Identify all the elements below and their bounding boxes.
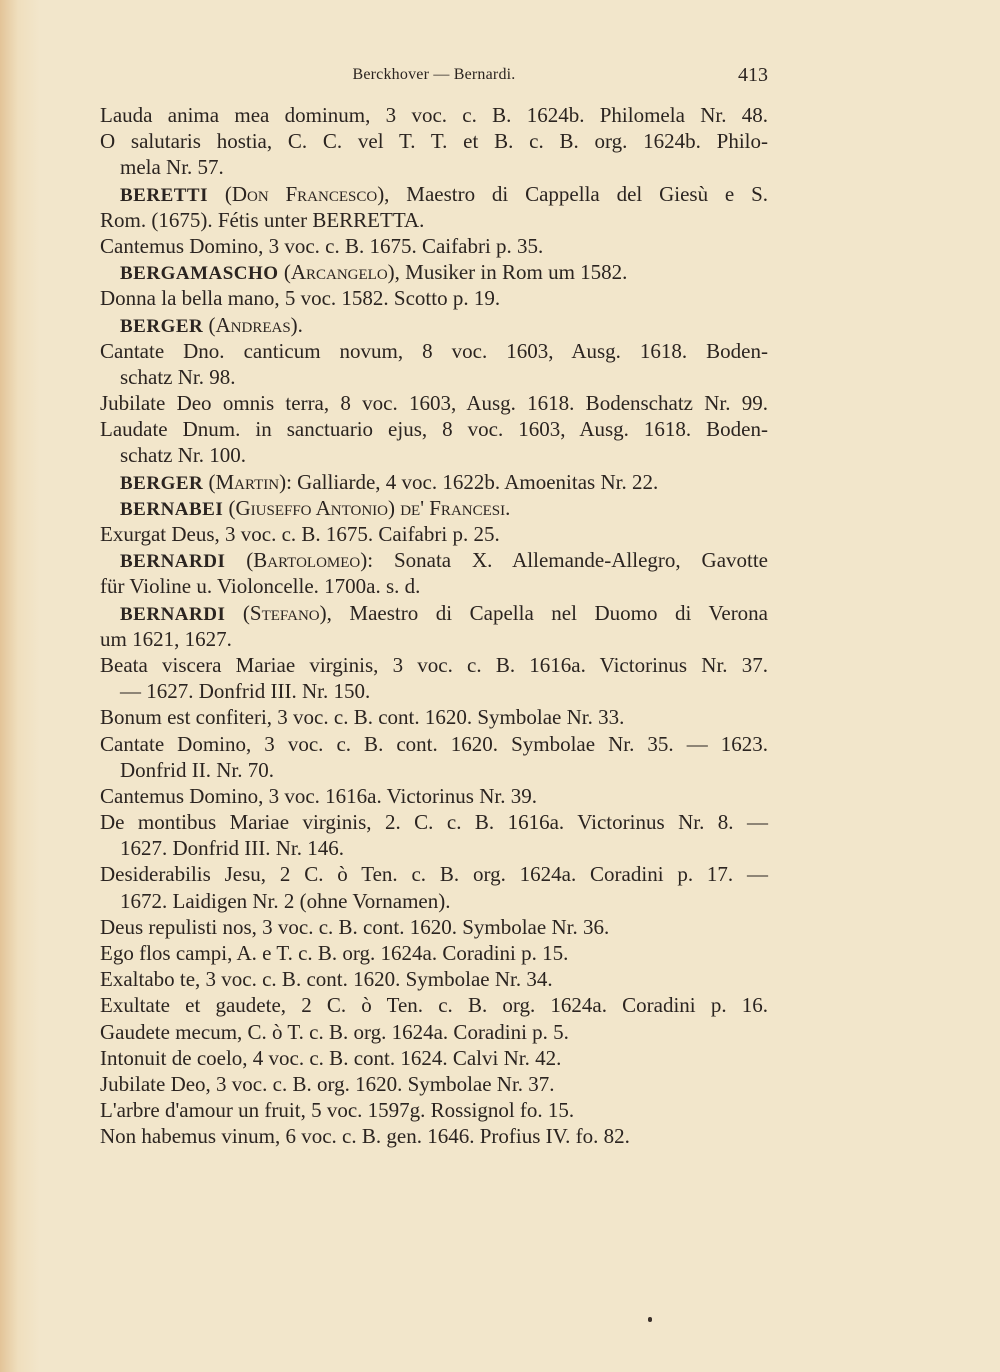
composer-heading [100,469,768,495]
running-title: Berckhover — Bernardi. [352,66,516,83]
composer-name: BERGER [120,472,204,494]
text-line: Donfrid II. Nr. 70. [120,757,274,782]
composer-heading [100,259,768,285]
composer-name: BERETTI [120,184,208,206]
composer-heading [100,495,768,521]
composer-given-name: (Arcangelo), [283,260,400,285]
composer-heading [100,600,768,626]
text-line: Exurgat Deus, 3 voc. c. B. 1675. Caifabri p. 25. [100,522,500,546]
text-line: Intonuit de coelo, 4 voc. c. B. cont. 1624. Calvi Nr. 42. [100,1045,562,1070]
composer-heading [100,181,768,207]
composer-name: BERGAMASCHO [120,263,279,285]
text-line: mela Nr. 57. [120,155,224,180]
text-line: schatz Nr. 98. [120,364,236,389]
composer-name: BERGER [120,315,204,337]
text-line: 1672. Laidigen Nr. 2 (ohne Vornamen). [120,888,451,913]
composer-given-name: (Martin): [208,469,292,494]
page-body [100,102,768,1150]
text-line: O salutaris hostia, C. C. vel T. T. et B. c. B. org. 1624b. Philo- [100,129,768,154]
composer-heading [100,312,768,338]
text-line: Laudate Dnum. in sanctuario ejus, 8 voc. 1603, Ausg. 1618. Boden- [100,417,768,442]
composer-description: Sonata X. Allemande-Allegro, Gavotte [373,548,769,573]
text-line: Cantemus Domino, 3 voc. 1616a. Victorinus Nr. 39. [100,783,537,808]
composer-given-name: (Bartolomeo): [246,548,374,573]
text-line: Jubilate Deo omnis terra, 8 voc. 1603, Ausg. 1618. Bodenschatz Nr. 99. [100,391,768,416]
composer-given-name: (Don Francesco), [224,181,390,206]
page-number: 413 [738,64,768,86]
composer-heading [100,547,768,573]
text-line: De montibus Mariae virginis, 2. C. c. B. 1616a. Victorinus Nr. 8. — [100,810,768,835]
composer-description: Galliarde, 4 voc. 1622b. Amoenitas Nr. 22. [291,469,659,494]
ink-speck [648,1317,652,1322]
text-line: Desiderabilis Jesu, 2 C. ò Ten. c. B. org. 1624a. Coradini p. 17. — [100,862,768,887]
text-line: Lauda anima mea dominum, 3 voc. c. B. 1624b. Philomela Nr. 48. [100,103,768,127]
composer-description: Maestro di Capella nel Duomo di Verona [331,600,769,625]
text-line: Gaudete mecum, C. ò T. c. B. org. 1624a. Coradini p. 5. [100,1019,569,1044]
page-header [100,62,768,90]
composer-description: Musiker in Rom um 1582. [399,260,628,285]
text-line: Donna la bella mano, 5 voc. 1582. Scotto p. 19. [100,286,501,311]
composer-name: BERNARDI [120,551,226,573]
text-line: Deus repulisti nos, 3 voc. c. B. cont. 1620. Symbolae Nr. 36. [100,914,610,939]
text-line: Bonum est confiteri, 3 voc. c. B. cont. 1620. Symbolae Nr. 33. [100,705,625,730]
text-line: für Violine u. Violoncelle. 1700a. s. d. [100,574,421,599]
composer-name: BERNABEI [120,498,224,520]
text-line: Cantemus Domino, 3 voc. c. B. 1675. Caifabri p. 35. [100,233,544,258]
text-line: um 1621, 1627. [100,626,232,651]
text-line: Cantate Dno. canticum novum, 8 voc. 1603, Ausg. 1618. Boden- [100,338,768,363]
text-line: Jubilate Deo, 3 voc. c. B. org. 1620. Symbolae Nr. 37. [100,1071,555,1096]
text-line: Non habemus vinum, 6 voc. c. B. gen. 1646. Profius IV. fo. 82. [100,1124,630,1149]
text-line: schatz Nr. 100. [120,443,246,468]
text-line: Cantate Domino, 3 voc. c. B. cont. 1620. Symbolae Nr. 35. — 1623. [100,731,768,756]
text-line: Beata viscera Mariae virginis, 3 voc. c. B. 1616a. Victorinus Nr. 37. [100,652,768,677]
text-line: Exaltabo te, 3 voc. c. B. cont. 1620. Symbolae Nr. 34. [100,967,553,992]
composer-given-name: (Stefano), [242,600,332,625]
text-line: 1627. Donfrid III. Nr. 146. [120,836,344,861]
text-line: L'arbre d'amour un fruit, 5 voc. 1597g. Rossignol fo. 15. [100,1098,575,1123]
text-line: Exultate et gaudete, 2 C. ò Ten. c. B. org. 1624a. Coradini p. 16. [100,993,768,1018]
composer-given-name: (Giuseffo Antonio) de' Francesi. [228,495,511,520]
text-line: Rom. (1675). Fétis unter BERRETTA. [100,207,425,232]
text-line: Ego flos campi, A. e T. c. B. org. 1624a. Coradini p. 15. [100,941,569,965]
composer-name: BERNARDI [120,603,226,625]
composer-given-name: (Andreas). [208,312,303,337]
composer-description: Maestro di Cappella del Giesù e S. [389,181,769,206]
text-line: — 1627. Donfrid III. Nr. 150. [120,679,371,704]
